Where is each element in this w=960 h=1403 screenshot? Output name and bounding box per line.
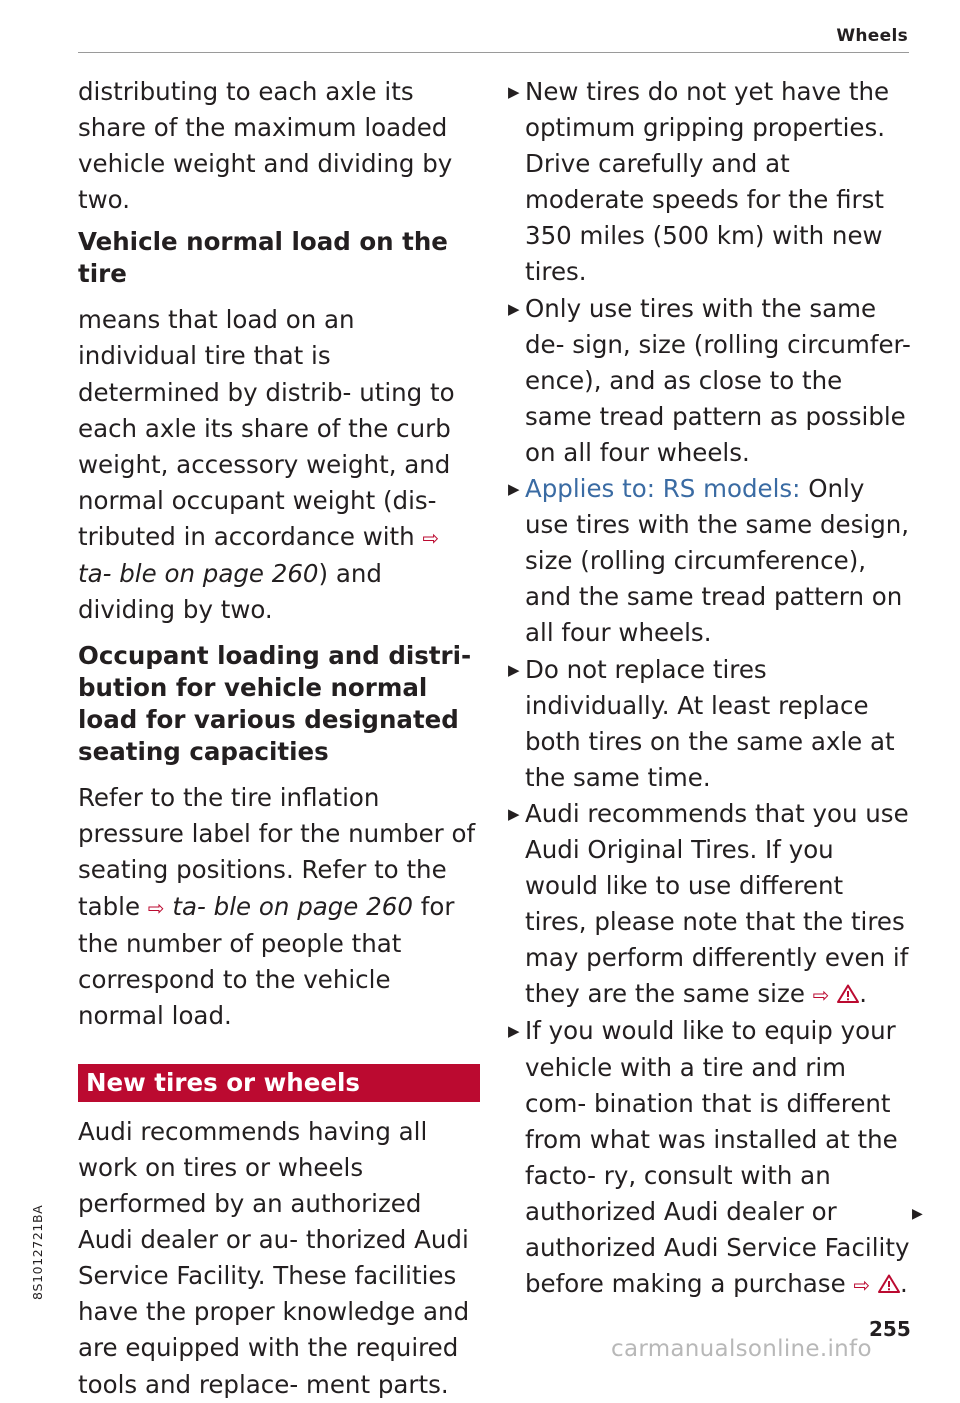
bullet-triangle-icon: ▶ — [508, 1022, 520, 1041]
seating-text: Refer to the tire inflation pressure label for the number of seating positions. Refer to the table — [78, 783, 476, 921]
arrow-right-icon: ⇨ — [812, 983, 830, 1008]
list-item-text: Only use tires with the same de- sign, size (rolling circumfer- ence), and as close to the same tread pattern as possible on all four wheels. — [525, 293, 911, 467]
paragraph-audi-recommends-service: Audi recommends having all work on tires or wheels performed by an authorized Audi dealer or au- thorized Audi Service Facility. These facilities have the proper knowledge and are equipped with the required tools and replace- ment parts. — [78, 1116, 470, 1399]
continue-triangle-icon: ▶ — [912, 1206, 923, 1222]
list-item — [508, 796, 912, 1014]
bullet-triangle-icon: ▶ — [508, 83, 520, 101]
intro-paragraph: distributing to each axle its share of the maximum loaded vehicle weight and dividing by two. — [78, 77, 453, 215]
header-divider — [78, 52, 909, 53]
warning-triangle-icon[interactable] — [878, 1274, 900, 1293]
normal-load-text-end: ) and dividing by two. — [78, 559, 382, 625]
page-reference-link[interactable]: ta- ble on page 260 — [78, 559, 319, 589]
heading-vehicle-normal-load: Vehicle normal load on the tire — [78, 227, 448, 289]
watermark: carmanualsonline.info — [611, 1336, 872, 1362]
normal-load-text: means that load on an individual tire that is determined by distrib- uting to each axle its share of the curb weight, accessory weight, and normal occupant weight (dis- tributed in accordance with — [78, 305, 455, 551]
seating-text-end: for the number of people that correspond to the vehicle normal load. — [78, 891, 455, 1030]
left-column — [78, 74, 480, 1403]
bullet-triangle-icon: ▶ — [508, 299, 520, 318]
list-item-text: Do not replace tires individually. At least replace both tires on the same axle at the same time. — [525, 654, 895, 792]
list-item — [508, 471, 912, 651]
warning-triangle-icon[interactable] — [837, 984, 859, 1003]
bullet-triangle-icon: ▶ — [508, 804, 520, 823]
list-item-text: If you would like to equip your vehicle with a tire and rim com- bination that is different from what was installed at the facto- ry, consult with an authorized Audi dealer or authorized Audi Service Facility before making a purchase — [525, 1016, 910, 1299]
list-item-text: New tires do not yet have the optimum gripping properties. Drive carefully and at moderate speeds for the first 350 miles (500 km) with new tires. — [525, 77, 890, 287]
bullet-triangle-icon: ▶ — [508, 480, 520, 499]
applies-to-label: Applies to: RS models: — [525, 474, 801, 504]
list-item-text: Only use tires with the same design, size (rolling circumference), and the same tread pattern on all four wheels. — [525, 474, 910, 648]
period: . — [900, 1269, 908, 1299]
list-item — [508, 1013, 912, 1303]
list-item-text: Audi recommends that you use Audi Original Tires. If you would like to use different tires, please note that the tires may perform differently even if they are the same size — [525, 798, 909, 1009]
paragraph-normal-load — [78, 302, 480, 628]
paragraph-seating-positions — [78, 780, 480, 1034]
running-header-title: Wheels — [836, 26, 908, 46]
list-item — [508, 652, 912, 796]
period: . — [859, 979, 868, 1009]
section-band-new-tires: New tires or wheels — [78, 1064, 480, 1102]
list-item — [508, 74, 912, 291]
arrow-right-icon: ⇨ — [422, 525, 440, 550]
page-number: 255 — [869, 1317, 911, 1341]
arrow-right-icon: ⇨ — [147, 895, 165, 920]
bullet-triangle-icon: ▶ — [508, 660, 520, 679]
page-reference-link[interactable]: ta- ble on page 260 — [172, 891, 413, 921]
arrow-right-icon: ⇨ — [853, 1273, 871, 1298]
right-column — [508, 74, 912, 1303]
list-item — [508, 291, 912, 471]
document-code: 8S1012721BA — [30, 1204, 45, 1300]
heading-occupant-loading: Occupant loading and distri- bution for vehicle normal load for various designated seating capacities — [78, 641, 472, 767]
